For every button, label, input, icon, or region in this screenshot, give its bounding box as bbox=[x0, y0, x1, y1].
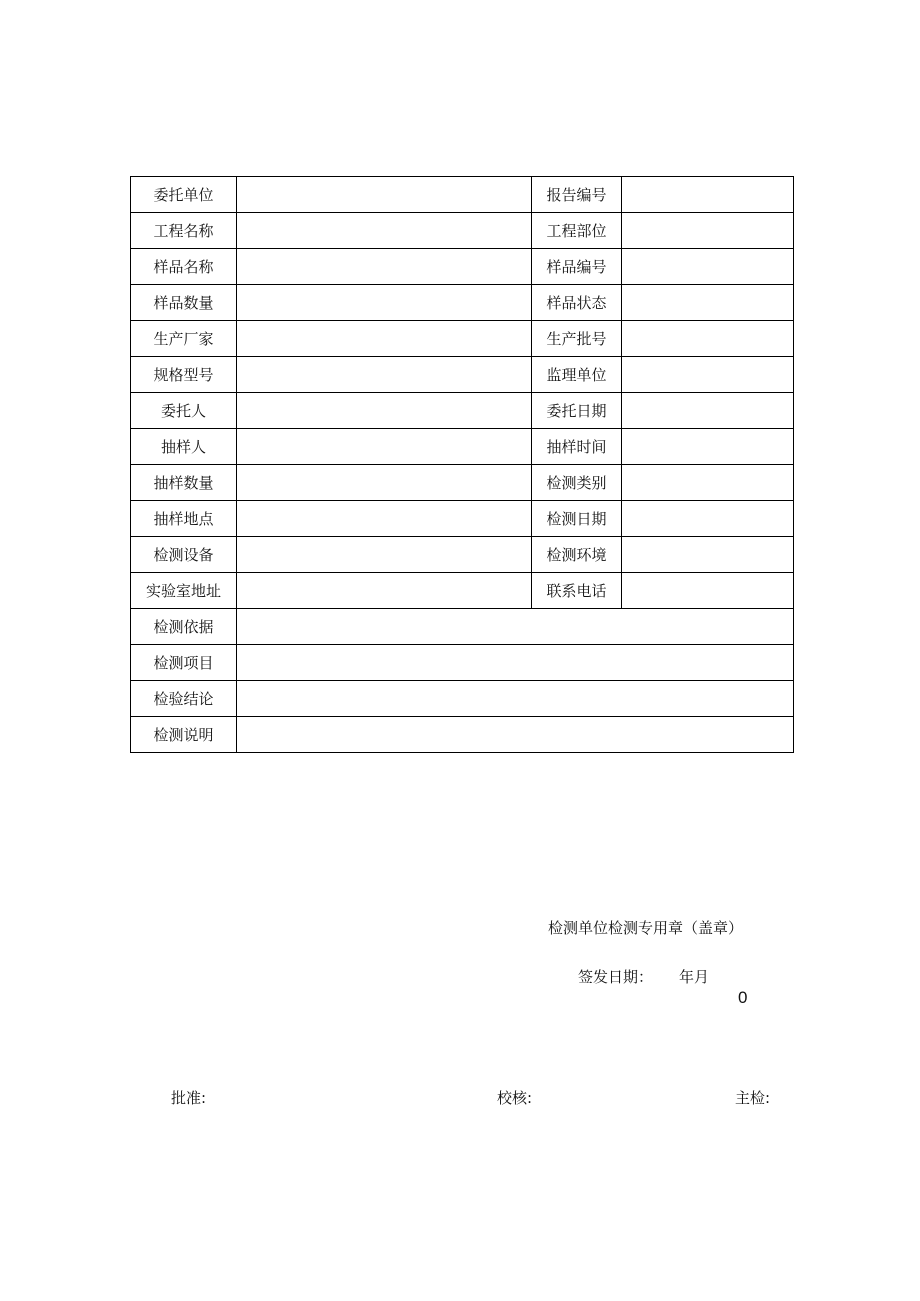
row-label: 检测设备 bbox=[131, 537, 237, 573]
row-label: 委托人 bbox=[131, 393, 237, 429]
table-row bbox=[131, 429, 794, 465]
row-value[interactable] bbox=[622, 573, 794, 609]
table-row bbox=[131, 321, 794, 357]
row-label: 工程部位 bbox=[532, 213, 622, 249]
report-table bbox=[130, 176, 794, 1007]
conclusion-label: 检验结论 bbox=[131, 681, 237, 717]
row-value[interactable] bbox=[237, 465, 532, 501]
row-label: 检测环境 bbox=[532, 537, 622, 573]
row-label: 抽样人 bbox=[131, 429, 237, 465]
row-label: 实验室地址 bbox=[131, 573, 237, 609]
notes-label: 检测说明 bbox=[131, 717, 237, 753]
table-row bbox=[131, 357, 794, 393]
items-label: 检测项目 bbox=[131, 645, 237, 681]
table-row bbox=[131, 537, 794, 573]
inspector-label: 主检: bbox=[735, 1089, 771, 1107]
row-value[interactable] bbox=[622, 537, 794, 573]
row-value[interactable] bbox=[237, 357, 532, 393]
basis-row bbox=[131, 609, 794, 645]
row-label: 样品编号 bbox=[532, 249, 622, 285]
conclusion-content[interactable] bbox=[237, 681, 794, 1007]
row-value[interactable] bbox=[622, 429, 794, 465]
approve-label: 批准: bbox=[171, 1089, 207, 1107]
day-mark: 0 bbox=[738, 988, 748, 1007]
row-label: 规格型号 bbox=[131, 357, 237, 393]
row-label: 生产批号 bbox=[532, 321, 622, 357]
row-value[interactable] bbox=[237, 321, 532, 357]
conclusion-row bbox=[131, 681, 794, 717]
items-value[interactable] bbox=[237, 645, 794, 681]
row-value[interactable] bbox=[622, 249, 794, 285]
notes-value[interactable] bbox=[237, 717, 794, 753]
row-value[interactable] bbox=[237, 285, 532, 321]
check-label: 校核: bbox=[497, 1089, 533, 1107]
items-row bbox=[131, 645, 794, 681]
row-label: 抽样时间 bbox=[532, 429, 622, 465]
row-value[interactable] bbox=[237, 501, 532, 537]
table-row bbox=[131, 285, 794, 321]
row-label: 工程名称 bbox=[131, 213, 237, 249]
row-value[interactable] bbox=[237, 429, 532, 465]
table-row bbox=[131, 177, 794, 213]
row-label: 样品名称 bbox=[131, 249, 237, 285]
year-month-text: 年月 bbox=[679, 968, 710, 986]
row-value[interactable] bbox=[622, 357, 794, 393]
row-value[interactable] bbox=[237, 537, 532, 573]
row-label: 抽样地点 bbox=[131, 501, 237, 537]
row-value[interactable] bbox=[237, 213, 532, 249]
row-value[interactable] bbox=[622, 321, 794, 357]
row-value[interactable] bbox=[622, 501, 794, 537]
row-label: 检测类别 bbox=[532, 465, 622, 501]
row-label: 委托单位 bbox=[131, 177, 237, 213]
row-value[interactable] bbox=[237, 573, 532, 609]
notes-row bbox=[131, 717, 794, 753]
row-label: 检测日期 bbox=[532, 501, 622, 537]
table-row bbox=[131, 393, 794, 429]
row-label: 生产厂家 bbox=[131, 321, 237, 357]
issue-date-label: 签发日期： bbox=[578, 968, 654, 986]
row-value[interactable] bbox=[622, 177, 794, 213]
table-row bbox=[131, 501, 794, 537]
row-value[interactable] bbox=[237, 177, 532, 213]
row-value[interactable] bbox=[237, 393, 532, 429]
row-label: 样品数量 bbox=[131, 285, 237, 321]
row-label: 报告编号 bbox=[532, 177, 622, 213]
seal-text: 检测单位检测专用章（盖章） bbox=[548, 919, 744, 937]
row-value[interactable] bbox=[622, 465, 794, 501]
table-row bbox=[131, 249, 794, 285]
row-label: 样品状态 bbox=[532, 285, 622, 321]
table-row bbox=[131, 213, 794, 249]
basis-label: 检测依据 bbox=[131, 609, 237, 645]
row-value[interactable] bbox=[237, 249, 532, 285]
basis-value[interactable] bbox=[237, 609, 794, 645]
row-label: 监理单位 bbox=[532, 357, 622, 393]
row-label: 联系电话 bbox=[532, 573, 622, 609]
row-value[interactable] bbox=[622, 285, 794, 321]
row-value[interactable] bbox=[622, 213, 794, 249]
row-label: 抽样数量 bbox=[131, 465, 237, 501]
row-label: 委托日期 bbox=[532, 393, 622, 429]
table-row bbox=[131, 465, 794, 501]
row-value[interactable] bbox=[622, 393, 794, 429]
table-row bbox=[131, 573, 794, 609]
